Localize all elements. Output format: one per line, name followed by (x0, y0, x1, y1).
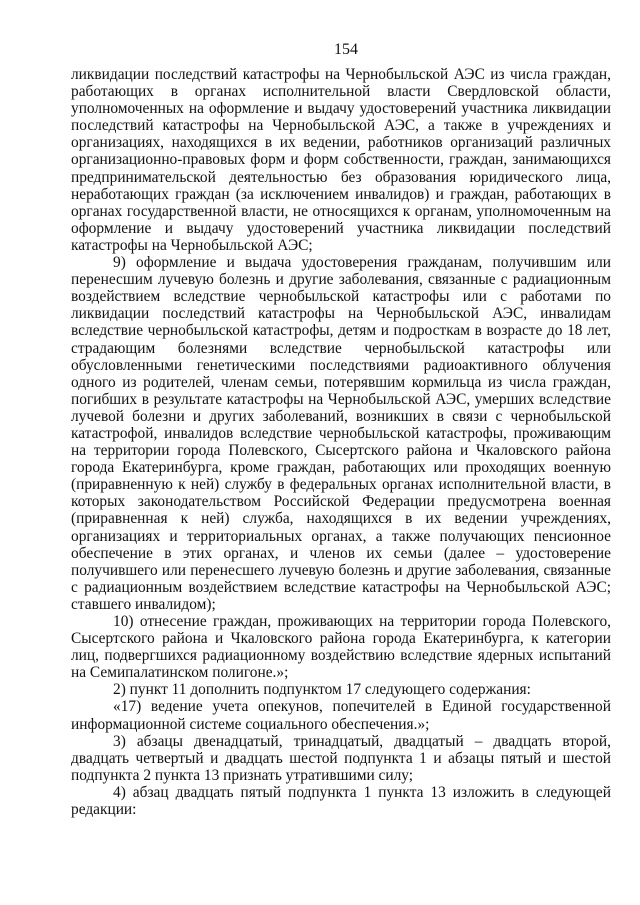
document-body (71, 66, 611, 818)
paragraph-item-17: «17) ведение учета опекунов, попечителей в Единой государственной информационной системе социального обеспечения.»; (71, 698, 611, 733)
paragraph-amendment-2: 2) пункт 11 дополнить подпунктом 17 следующего содержания: (113, 681, 531, 699)
paragraph-continuation: ликвидации последствий катастрофы на Чернобыльской АЭС из числа граждан, работающих в органах исполнительной власти Свердловской области, уполномоченных на оформление и выдачу удостоверений участника ликвидации последствий катастрофы на Чернобыльской АЭС, а также в учреждениях и организациях, находящихся в их ведении, работников организаций различных организационно-правовых форм и форм собственности, граждан, занимающихся предпринимательской деятельностью без образования юридического лица, неработающих граждан (за исключением инвалидов) и граждан, работающих в органах государственной власти, не относящихся к органам, уполномоченным на оформление и выдачу удостоверений участника ликвидации последствий катастрофы на Чернобыльской АЭС; (71, 66, 611, 254)
document-page (71, 40, 611, 818)
paragraph-amendment-3: 3) абзацы двенадцатый, тринадцатый, двадцатый – двадцать второй, двадцать четвертый и двадцать шестой подпункта 1 и абзацы пятый и шестой подпункта 2 пункта 13 признать утратившими силу; (71, 732, 611, 784)
paragraph-item-9: 9) оформление и выдача удостоверения гражданам, получившим или перенесшим лучевую болезнь и другие заболевания, связанные с радиационным воздействием вследствие чернобыльской катастрофы или с работами по ликвидации последствий катастрофы на Чернобыльской АЭС, инвалидам вследствие чернобыльской катастрофы, детям и подросткам в возрасте до 18 лет, страдающим болезнями вследствие чернобыльской катастрофы или обусловленными генетическими последствиями радиоактивного облучения одного из родителей, членам семьи, потерявшим кормильца из числа граждан, погибших в результате катастрофы на Чернобыльской АЭС, умерших вследствие лучевой болезни и других заболеваний, возникших в связи с чернобыльской катастрофой, инвалидов вследствие чернобыльской катастрофы, проживающим на территории города Полевского, Сысертского района и Чкаловского района города Екатеринбурга, кроме граждан, работающих или проходящих военную (приравненную к ней) службу в федеральных органах исполнительной власти, в которых законодательством Российской Федерации предусмотрена военная (приравненная к ней) служба, находящихся в их ведении учреждениях, организациях и территориальных органах, а также получающих пенсионное обеспечение в этих органах, и членов их семьи (далее – удостоверение получившего или перенесшего лучевую болезнь и другие заболевания, связанные с радиационным воздействием вследствие катастрофы на Чернобыльской АЭС; ставшего инвалидом); (71, 254, 611, 613)
paragraph-item-10: 10) отнесение граждан, проживающих на территории города Полевского, Сысертского района и Чкаловского района города Екатеринбурга, к категории лиц, подвергшихся радиационному воздействию вследствие ядерных испытаний на Семипалатинском полигоне.»; (71, 613, 611, 682)
page-number: 154 (334, 41, 358, 58)
paragraph-amendment-4: 4) абзац двадцать пятый подпункта 1 пункта 13 изложить в следующей редакции: (71, 783, 611, 819)
